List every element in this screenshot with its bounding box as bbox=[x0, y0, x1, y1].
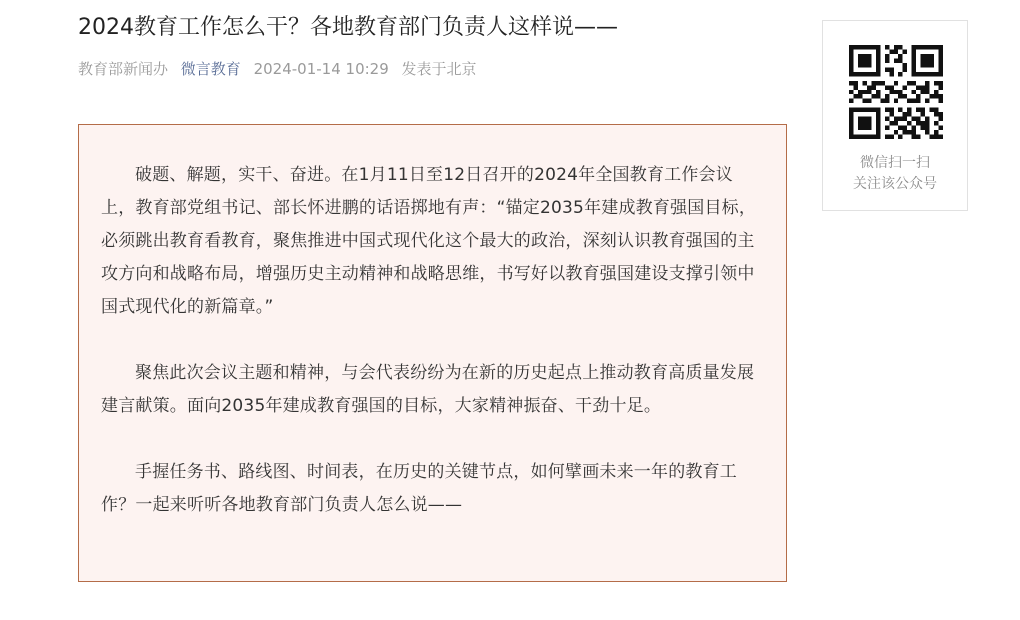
qr-follow-card bbox=[822, 20, 968, 211]
meta-datetime: 2024-01-14 10:29 bbox=[253, 60, 389, 78]
article-title: 2024教育工作怎么干？各地教育部门负责人这样说—— bbox=[78, 15, 618, 40]
qr-code-icon bbox=[849, 45, 943, 139]
article-meta bbox=[78, 58, 485, 80]
qr-caption-follow: 关注该公众号 bbox=[853, 176, 937, 192]
account-name-link[interactable]: 微言教育 bbox=[180, 60, 241, 78]
meta-source: 教育部新闻办 bbox=[78, 60, 169, 78]
meta-location: 发表于北京 bbox=[401, 60, 477, 78]
intro-paragraph-2: 聚焦此次会议主题和精神，与会代表纷纷为在新的历史起点上推动教育高质量发展建言献策。面向2035年建成教育强国的目标，大家精神振奋、干劲十足。 bbox=[101, 363, 755, 416]
intro-paragraph-1: 破题、解题，实干、奋进。在1月11日至12日召开的2024年全国教育工作会议上，教育部党组书记、部长怀进鹏的话语掷地有声：“锚定2035年建成教育强国目标，必须跳出教育看教育，聚焦推进中国式现代化这个最大的政治，深刻认识教育强国的主攻方向和战略布局，增强历史主动精神和战略思维，书写好以教育强国建设支撑引领中国式现代化的新篇章。” bbox=[101, 165, 757, 317]
intro-paragraph-3: 手握任务书、路线图、时间表，在历史的关键节点，如何擘画未来一年的教育工作？一起来听听各地教育部门负责人怎么说—— bbox=[101, 462, 737, 515]
qr-caption-scan: 微信扫一扫 bbox=[860, 155, 930, 171]
article-intro-box bbox=[78, 124, 787, 582]
